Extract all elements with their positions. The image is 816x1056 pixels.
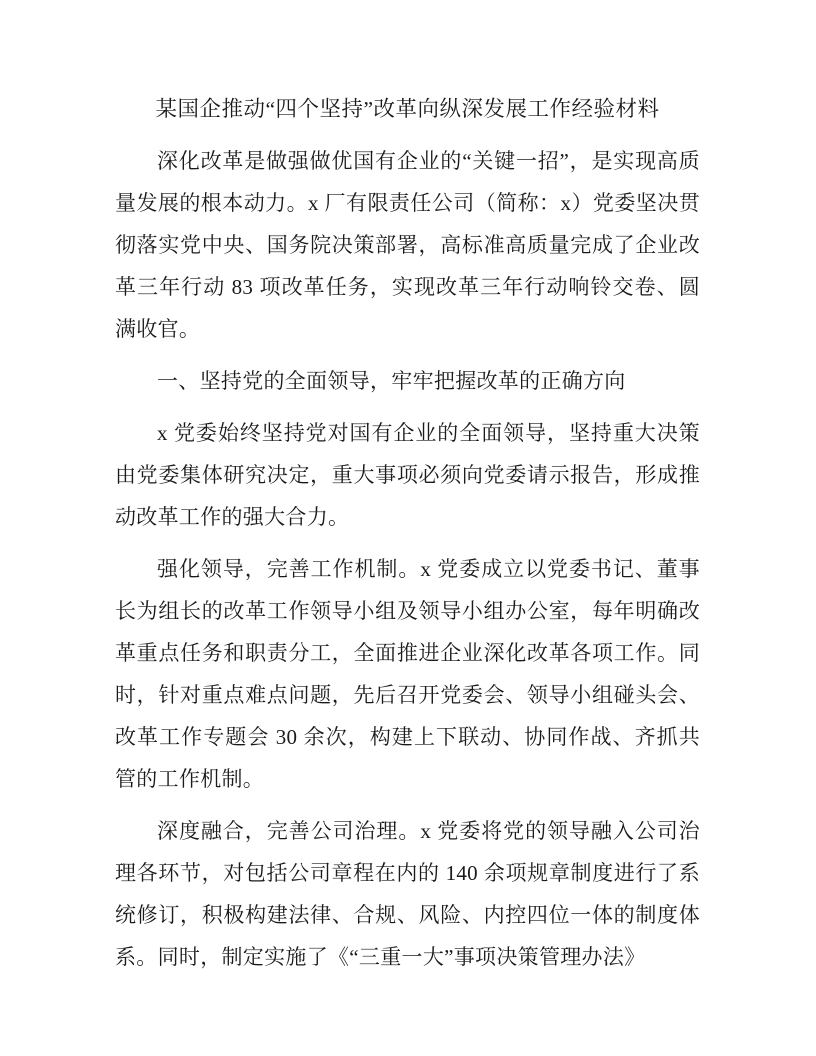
paragraph-strengthen-leadership: 强化领导，完善工作机制。x 党委成立以党委书记、董事长为组长的改革工作领导小组及领导小组办公室，每年明确改革重点任务和职责分工，全面推进企业深化改革各项工作。同时，针对重点难点问题，先后召开党委会、领导小组碰头会、改革工作专题会 30 余次，构建上下联动、协同作战、齐抓共管的工作机制。 xyxy=(115,557,700,791)
intro-paragraph: 深化改革是做强做优国有企业的“关键一招”，是实现高质量发展的根本动力。x 厂有限责任公司（简称：x）党委坚决贯彻落实党中央、国务院决策部署，高标准高质量完成了企业改革三年行动 83 项改革任务，实现改革三年行动响铃交卷、圆满收官。 xyxy=(115,149,700,341)
paragraph-party-leadership: x 党委始终坚持党对国有企业的全面领导，坚持重大决策由党委集体研究决定，重大事项必须向党委请示报告，形成推动改革工作的强大合力。 xyxy=(115,421,700,529)
section-heading-1: 一、坚持党的全面领导，牢牢把握改革的正确方向 xyxy=(157,369,626,393)
document-title: 某国企推动“四个坚持”改革向纵深发展工作经验材料 xyxy=(155,97,660,121)
paragraph-deep-integration: 深度融合，完善公司治理。x 党委将党的领导融入公司治理各环节，对包括公司章程在内的 140 余项规章制度进行了系统修订，积极构建法律、合规、风险、内控四位一体的制度体系。同时，制定实施了《“三重一大”事项决策管理办法》 xyxy=(115,819,700,969)
